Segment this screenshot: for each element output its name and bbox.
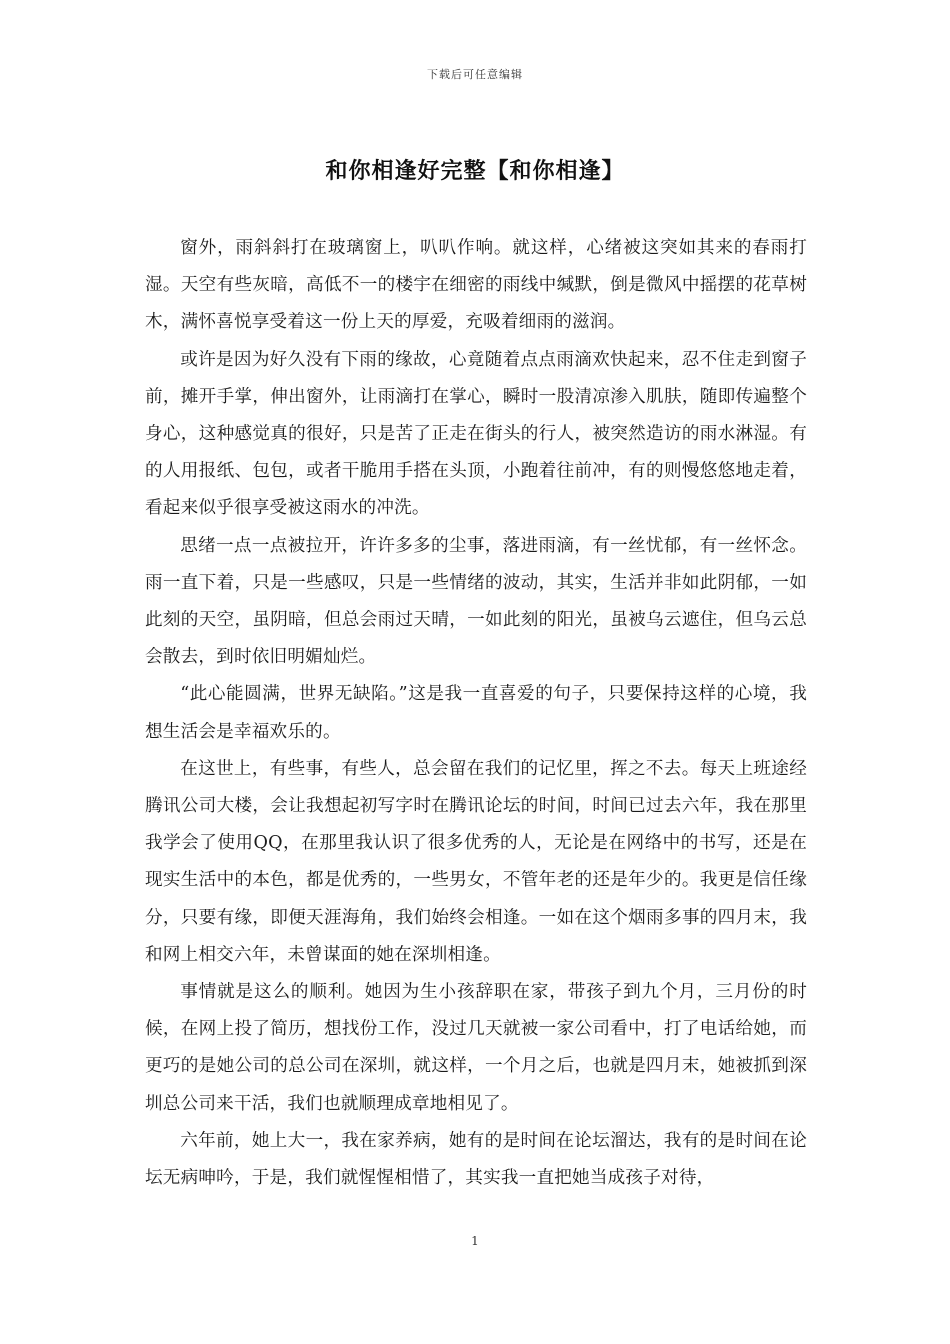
paragraph: 窗外，雨斜斜打在玻璃窗上，叭叭作响。就这样，心绪被这突如其来的春雨打湿。天空有些灰暗，高低不一的楼宇在细密的雨线中缄默，倒是微风中摇摆的花草树木，满怀喜悦享受着这一份上天的厚爱，充吸着细雨的滋润。: [145, 238, 807, 333]
paragraph: 思绪一点一点被拉开，许许多多的尘事，落进雨滴，有一丝忧郁，有一丝怀念。雨一直下着，只是一些感叹，只是一些情绪的波动，其实，生活并非如此阴郁，一如此刻的天空，虽阴暗，但总会雨过天晴，一如此刻的阳光，虽被乌云遮住，但乌云总会散去，到时依旧明媚灿烂。: [145, 535, 807, 668]
paragraph: 事情就是这么的顺利。她因为生小孩辞职在家，带孩子到九个月，三月份的时候，在网上投了简历，想找份工作，没过几天就被一家公司看中，打了电话给她，而更巧的是她公司的总公司在深圳，就这样，一个月之后，也就是四月末，她被抓到深圳总公司来干活，我们也就顺理成章地相见了。: [145, 982, 807, 1114]
paragraph: “此心能圆满，世界无缺陷。”这是我一直喜爱的句子，只要保持这样的心境，我想生活会是幸福欢乐的。: [145, 684, 807, 742]
paragraph: 或许是因为好久没有下雨的缘故，心竟随着点点雨滴欢快起来，忍不住走到窗子前，摊开手掌，伸出窗外，让雨滴打在掌心，瞬时一股清凉渗入肌肤，随即传遍整个身心，这种感觉真的很好，只是苦了正走在街头的行人，被突然造访的雨水淋湿。有的人用报纸、包包，或者干脆用手搭在头顶，小跑着往前冲，有的则慢悠悠地走着，看起来似乎很享受被这雨水的冲洗。: [145, 349, 807, 519]
page-header-note: 下载后可任意编辑: [427, 68, 523, 81]
paragraph: 在这世上，有些事，有些人，总会留在我们的记忆里，挥之不去。每天上班途经腾讯公司大楼，会让我想起初写字时在腾讯论坛的时间，时间已过去六年，我在那里我学会了使用QQ，在那里我认识了很多优秀的人，无论是在网络中的书写，还是在现实生活中的本色，都是优秀的，一些男女，不管年老的还是年少的。我更是信任缘分，只要有缘，即便天涯海角，我们始终会相逢。一如在这个烟雨多事的四月末，我和网上相交六年，未曾谋面的她在深圳相逢。: [145, 758, 807, 965]
document-body: [145, 230, 807, 1197]
document-title: 和你相逢好完整【和你相逢】: [325, 158, 625, 184]
page-number: 1: [471, 1234, 479, 1248]
paragraph: 六年前，她上大一，我在家养病，她有的是时间在论坛溜达，我有的是时间在论坛无病呻吟，于是，我们就惺惺相惜了，其实我一直把她当成孩子对待，: [145, 1130, 807, 1189]
